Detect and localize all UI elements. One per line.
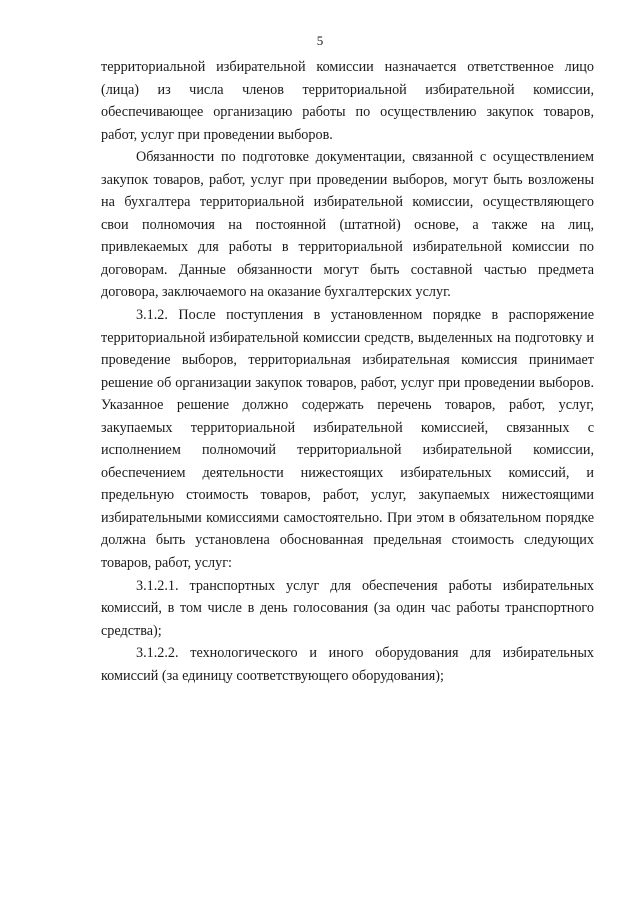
paragraph-section-3-1-2: 3.1.2. После поступления в установленном порядке в распоряжение территориальной избирательной комиссии средств, выделенных на подготовку и проведение выборов, территориальная избирательная комиссия принимает решение об организации закупок товаров, работ, услуг при проведении выборов. Указанное решение должно содержать перечень товаров, работ, услуг, закупаемых территориальной избирательной комиссией, связанных с исполнением полномочий территориальной избирательной комиссии, обеспечением деятельности нижестоящих избирательных комиссий, и предельную стоимость товаров, работ, услуг, закупаемых нижестоящими избирательными комиссиями самостоятельно. При этом в обязательном порядке должна быть установлена обоснованная предельная стоимость следующих товаров, работ, услуг:: [101, 307, 594, 572]
page-number: 5: [316, 33, 324, 48]
paragraph-documentation-duties: Обязанности по подготовке документации, связанной с осуществлением закупок товаров, работ, услуг при проведении выборов, могут быть возложены на бухгалтера территориальной избирательной комиссии, осуществляющего свои полномочия на постоянной (штатной) основе, а также на лиц, привлекаемых для работы в территориальной избирательной комиссии по договорам. Данные обязанности могут быть составной частью предмета договора, заключаемого на оказание бухгалтерских услуг.: [101, 149, 594, 301]
document-body: [101, 56, 594, 687]
paragraph-section-3-1-2-2: 3.1.2.2. технологического и иного оборудования для избирательных комиссий (за единицу соответствующего оборудования);: [101, 645, 594, 684]
paragraph-responsible-person: территориальной избирательной комиссии назначается ответственное лицо (лица) из числа членов территориальной избирательной комиссии, обеспечивающее организацию работы по осуществлению закупок товаров, работ, услуг при проведении выборов.: [101, 59, 594, 143]
paragraph-section-3-1-2-1: 3.1.2.1. транспортных услуг для обеспечения работы избирательных комиссий, в том числе в день голосования (за один час работы транспортного средства);: [101, 577, 594, 639]
